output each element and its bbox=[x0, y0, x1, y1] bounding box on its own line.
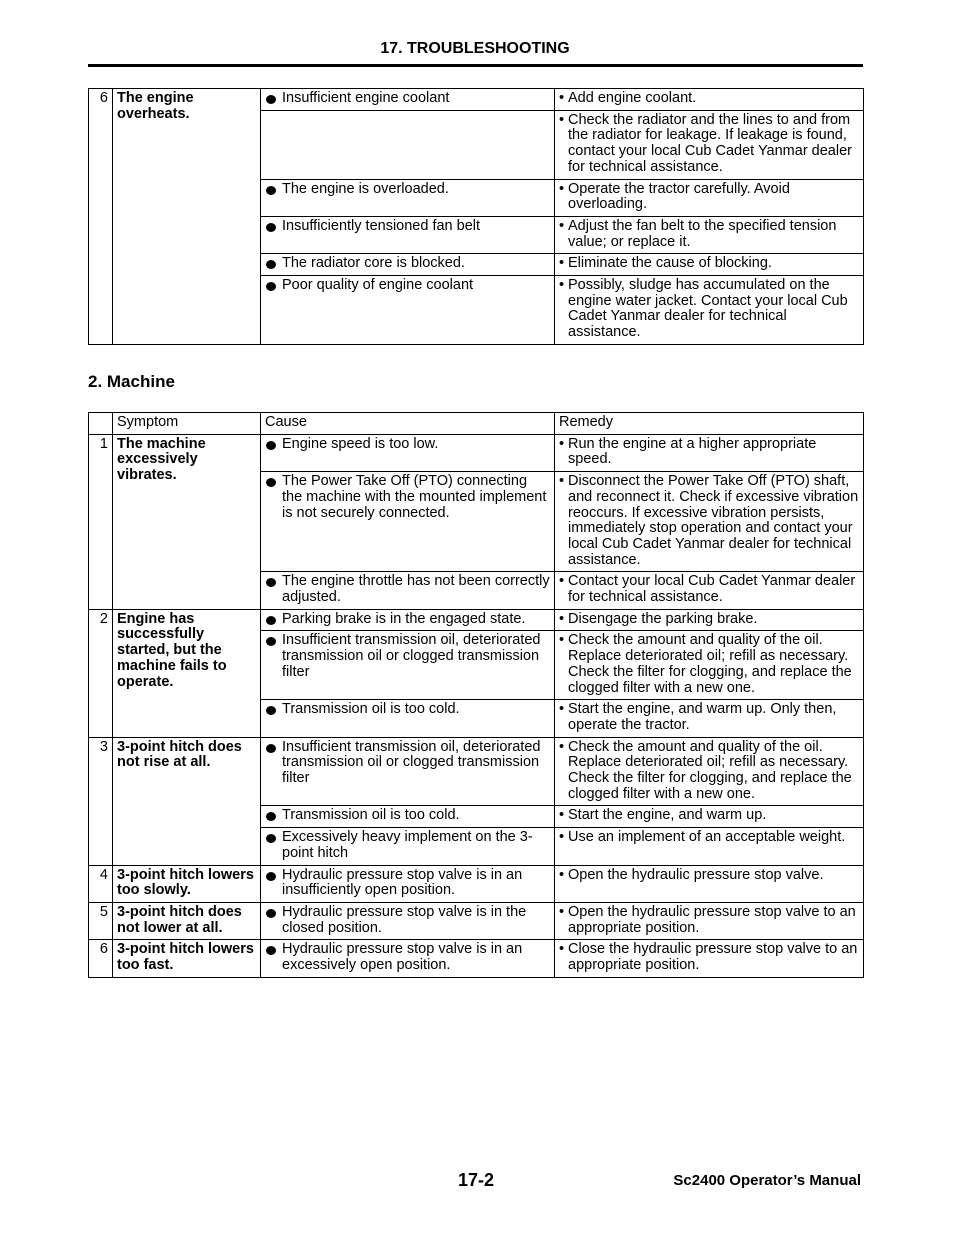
remedy-item bbox=[559, 868, 859, 884]
cause-item bbox=[265, 256, 550, 272]
remedy-cell bbox=[555, 828, 864, 865]
remedy-item bbox=[559, 574, 859, 605]
remedy-cell bbox=[555, 700, 864, 737]
remedy-text: Start the engine, and warm up. bbox=[568, 807, 767, 824]
bullet-icon: • bbox=[559, 90, 565, 106]
cause-item bbox=[265, 740, 550, 787]
cause-cell bbox=[261, 806, 555, 828]
header-cell-cause: Cause bbox=[261, 413, 555, 435]
manual-name: Sc2400 Operator’s Manual bbox=[673, 1172, 861, 1189]
machine-troubleshooting-table bbox=[88, 412, 864, 978]
bullet-dot-icon bbox=[266, 282, 276, 291]
remedy-item bbox=[559, 905, 859, 936]
cause-text: Hydraulic pressure stop valve is in an excessively open position. bbox=[282, 941, 523, 974]
bullet-icon: • bbox=[559, 701, 565, 718]
remedy-cell bbox=[555, 865, 864, 902]
bullet-icon: • bbox=[559, 180, 565, 197]
remedy-cell bbox=[555, 179, 864, 216]
cause-cell bbox=[261, 572, 555, 609]
bullet-dot-icon bbox=[266, 872, 276, 881]
remedy-text: Contact your local Cub Cadet Yanmar dealer for technical assistance. bbox=[568, 573, 856, 606]
cause-cell bbox=[261, 865, 555, 902]
table-row bbox=[89, 940, 864, 977]
row-number: 5 bbox=[89, 902, 113, 939]
cause-text: Engine speed is too low. bbox=[282, 435, 439, 452]
cause-cell bbox=[261, 609, 555, 631]
remedy-item bbox=[559, 612, 859, 628]
bullet-dot-icon bbox=[266, 441, 276, 450]
remedy-item bbox=[559, 91, 859, 107]
cause-item bbox=[265, 278, 550, 294]
cause-item bbox=[265, 942, 550, 973]
remedy-cell bbox=[555, 572, 864, 609]
cause-cell bbox=[261, 110, 555, 179]
table-row bbox=[89, 902, 864, 939]
bullet-dot-icon bbox=[266, 706, 276, 715]
row-number: 4 bbox=[89, 865, 113, 902]
bullet-icon: • bbox=[559, 829, 565, 846]
remedy-text: Check the radiator and the lines to and from the radiator for leakage. If leakage is found, contact your local Cub Cadet Yanmar dealer for technical assistance. bbox=[568, 111, 852, 175]
cause-cell bbox=[261, 828, 555, 865]
cause-cell bbox=[261, 472, 555, 572]
symptom-cell: The engine overheats. bbox=[113, 89, 261, 345]
remedy-text: Check the amount and quality of the oil. Replace deteriorated oil; refill as necessary. Check the filter for clogging, and replace the clogged filter with a new one. bbox=[568, 632, 852, 696]
cause-item bbox=[265, 474, 550, 521]
remedy-cell bbox=[555, 276, 864, 345]
remedy-cell bbox=[555, 89, 864, 111]
table-row bbox=[89, 609, 864, 631]
remedy-item bbox=[559, 633, 859, 696]
remedy-text: Open the hydraulic pressure stop valve to an appropriate position. bbox=[568, 903, 856, 936]
header-rule bbox=[88, 64, 863, 67]
remedy-item bbox=[559, 740, 859, 803]
remedy-item bbox=[559, 702, 859, 733]
cause-text: Excessively heavy implement on the 3-point hitch bbox=[282, 829, 533, 861]
cause-cell bbox=[261, 254, 555, 276]
remedy-text: Adjust the fan belt to the specified tension value; or replace it. bbox=[568, 217, 837, 250]
section-title-machine: 2. Machine bbox=[88, 372, 175, 391]
table-row bbox=[89, 434, 864, 471]
row-number: 3 bbox=[89, 737, 113, 865]
remedy-text: Close the hydraulic pressure stop valve to an appropriate position. bbox=[568, 941, 858, 974]
cause-cell bbox=[261, 89, 555, 111]
bullet-dot-icon bbox=[266, 223, 276, 232]
cause-item bbox=[265, 612, 550, 628]
bullet-icon: • bbox=[559, 903, 565, 920]
remedy-cell bbox=[555, 472, 864, 572]
bullet-dot-icon bbox=[266, 578, 276, 587]
remedy-text: Run the engine at a higher appropriate speed. bbox=[568, 435, 817, 468]
table-row bbox=[89, 737, 864, 806]
remedy-cell bbox=[555, 254, 864, 276]
bullet-icon: • bbox=[559, 807, 565, 824]
row-number: 2 bbox=[89, 609, 113, 737]
remedy-cell bbox=[555, 806, 864, 828]
remedy-item bbox=[559, 278, 859, 341]
symptom-cell: 3-point hitch does not rise at all. bbox=[113, 737, 261, 865]
bullet-icon: • bbox=[559, 941, 565, 958]
header-cell-num bbox=[89, 413, 113, 435]
cause-cell bbox=[261, 434, 555, 471]
remedy-item bbox=[559, 256, 859, 272]
remedy-text: Use an implement of an acceptable weight. bbox=[568, 829, 846, 846]
cause-text: Insufficient transmission oil, deteriorated transmission oil or clogged transmission filter bbox=[282, 632, 541, 680]
remedy-item bbox=[559, 182, 859, 213]
remedy-item bbox=[559, 437, 859, 468]
remedy-cell bbox=[555, 434, 864, 471]
bullet-dot-icon bbox=[266, 744, 276, 753]
header-cell-remedy: Remedy bbox=[555, 413, 864, 435]
symptom-cell: The machine excessively vibrates. bbox=[113, 434, 261, 609]
remedy-cell bbox=[555, 940, 864, 977]
cause-cell bbox=[261, 276, 555, 345]
cause-item bbox=[265, 219, 550, 235]
cause-text: The engine throttle has not been correctly adjusted. bbox=[282, 573, 550, 606]
cause-text: Hydraulic pressure stop valve is in the closed position. bbox=[282, 903, 527, 936]
bullet-icon: • bbox=[559, 738, 565, 755]
cause-item bbox=[265, 182, 550, 198]
remedy-text: Add engine coolant. bbox=[568, 90, 697, 106]
remedy-cell bbox=[555, 609, 864, 631]
remedy-cell bbox=[555, 110, 864, 179]
remedy-item bbox=[559, 830, 859, 846]
cause-item bbox=[265, 702, 550, 718]
bullet-icon: • bbox=[559, 473, 565, 490]
cause-cell bbox=[261, 902, 555, 939]
bullet-icon: • bbox=[559, 111, 565, 128]
cause-text: The Power Take Off (PTO) connecting the machine with the mounted implement is not securely connected. bbox=[282, 473, 547, 521]
table-row bbox=[89, 865, 864, 902]
bullet-dot-icon bbox=[266, 909, 276, 918]
bullet-icon: • bbox=[559, 866, 565, 883]
cause-cell bbox=[261, 700, 555, 737]
cause-text: Insufficient engine coolant bbox=[282, 90, 450, 106]
remedy-text: Disconnect the Power Take Off (PTO) shaft, and reconnect it. Check if excessive vibration reoccurs. If excessive vibration persists, immediately stop operation and contact your local Cub Cadet Yanmar dealer for technical assistance. bbox=[568, 473, 859, 568]
cause-cell bbox=[261, 216, 555, 253]
cause-item bbox=[265, 437, 550, 453]
remedy-text: Open the hydraulic pressure stop valve. bbox=[568, 866, 824, 883]
cause-text: The engine is overloaded. bbox=[282, 180, 449, 197]
remedy-cell bbox=[555, 631, 864, 700]
cause-cell bbox=[261, 179, 555, 216]
remedy-item bbox=[559, 113, 859, 176]
cause-text: Insufficiently tensioned fan belt bbox=[282, 217, 481, 234]
bullet-dot-icon bbox=[266, 616, 276, 625]
bullet-dot-icon bbox=[266, 834, 276, 843]
cause-item bbox=[265, 808, 550, 824]
page-header-title: 17. TROUBLESHOOTING bbox=[380, 40, 570, 57]
cause-item bbox=[265, 91, 550, 107]
cause-text: Insufficient transmission oil, deteriorated transmission oil or clogged transmission filter bbox=[282, 738, 541, 787]
cause-text: Parking brake is in the engaged state. bbox=[282, 610, 526, 627]
remedy-item bbox=[559, 474, 859, 568]
cause-cell bbox=[261, 737, 555, 806]
cause-item bbox=[265, 868, 550, 899]
bullet-icon: • bbox=[559, 632, 565, 649]
table-header-row bbox=[89, 413, 864, 435]
cause-item bbox=[265, 633, 550, 680]
bullet-icon: • bbox=[559, 217, 565, 234]
table-row bbox=[89, 89, 864, 111]
remedy-text: Eliminate the cause of blocking. bbox=[568, 255, 772, 272]
row-number: 6 bbox=[89, 940, 113, 977]
remedy-text: Disengage the parking brake. bbox=[568, 610, 758, 627]
row-number: 1 bbox=[89, 434, 113, 609]
bullet-dot-icon bbox=[266, 812, 276, 821]
remedy-item bbox=[559, 942, 859, 973]
bullet-icon: • bbox=[559, 610, 565, 627]
symptom-cell: 3-point hitch lowers too fast. bbox=[113, 940, 261, 977]
symptom-cell: Engine has successfully started, but the machine fails to operate. bbox=[113, 609, 261, 737]
bullet-dot-icon bbox=[266, 95, 276, 104]
remedy-item bbox=[559, 219, 859, 250]
remedy-cell bbox=[555, 216, 864, 253]
bullet-icon: • bbox=[559, 435, 565, 452]
bullet-dot-icon bbox=[266, 946, 276, 955]
cause-text: Hydraulic pressure stop valve is in an insufficiently open position. bbox=[282, 866, 523, 899]
remedy-text: Possibly, sludge has accumulated on the engine water jacket. Contact your local Cub Cadet Yanmar dealer for technical assistance. bbox=[568, 277, 848, 341]
remedy-cell bbox=[555, 902, 864, 939]
symptom-cell: 3-point hitch does not lower at all. bbox=[113, 902, 261, 939]
bullet-dot-icon bbox=[266, 637, 276, 646]
cause-item bbox=[265, 905, 550, 936]
bullet-dot-icon bbox=[266, 186, 276, 195]
cause-text: Transmission oil is too cold. bbox=[282, 701, 460, 718]
bullet-icon: • bbox=[559, 277, 565, 294]
remedy-text: Start the engine, and warm up. Only then, operate the tractor. bbox=[568, 701, 837, 733]
bullet-icon: • bbox=[559, 573, 565, 590]
remedy-text: Check the amount and quality of the oil. Replace deteriorated oil; refill as necessary. Check the filter for clogging, and replace the clogged filter with a new one. bbox=[568, 738, 852, 802]
remedy-cell bbox=[555, 737, 864, 806]
symptom-cell: 3-point hitch lowers too slowly. bbox=[113, 865, 261, 902]
cause-text: The radiator core is blocked. bbox=[282, 255, 465, 272]
remedy-item bbox=[559, 808, 859, 824]
cause-item bbox=[265, 830, 550, 861]
cause-text: Transmission oil is too cold. bbox=[282, 807, 460, 824]
cause-item bbox=[265, 574, 550, 605]
row-number: 6 bbox=[89, 89, 113, 345]
bullet-dot-icon bbox=[266, 478, 276, 487]
bullet-dot-icon bbox=[266, 260, 276, 269]
bullet-icon: • bbox=[559, 255, 565, 272]
cause-cell bbox=[261, 631, 555, 700]
remedy-text: Operate the tractor carefully. Avoid overloading. bbox=[568, 180, 790, 213]
engine-troubleshooting-table bbox=[88, 88, 864, 345]
cause-text: Poor quality of engine coolant bbox=[282, 277, 474, 294]
page-number: 17-2 bbox=[458, 1170, 495, 1190]
header-cell-symptom: Symptom bbox=[113, 413, 261, 435]
cause-cell bbox=[261, 940, 555, 977]
